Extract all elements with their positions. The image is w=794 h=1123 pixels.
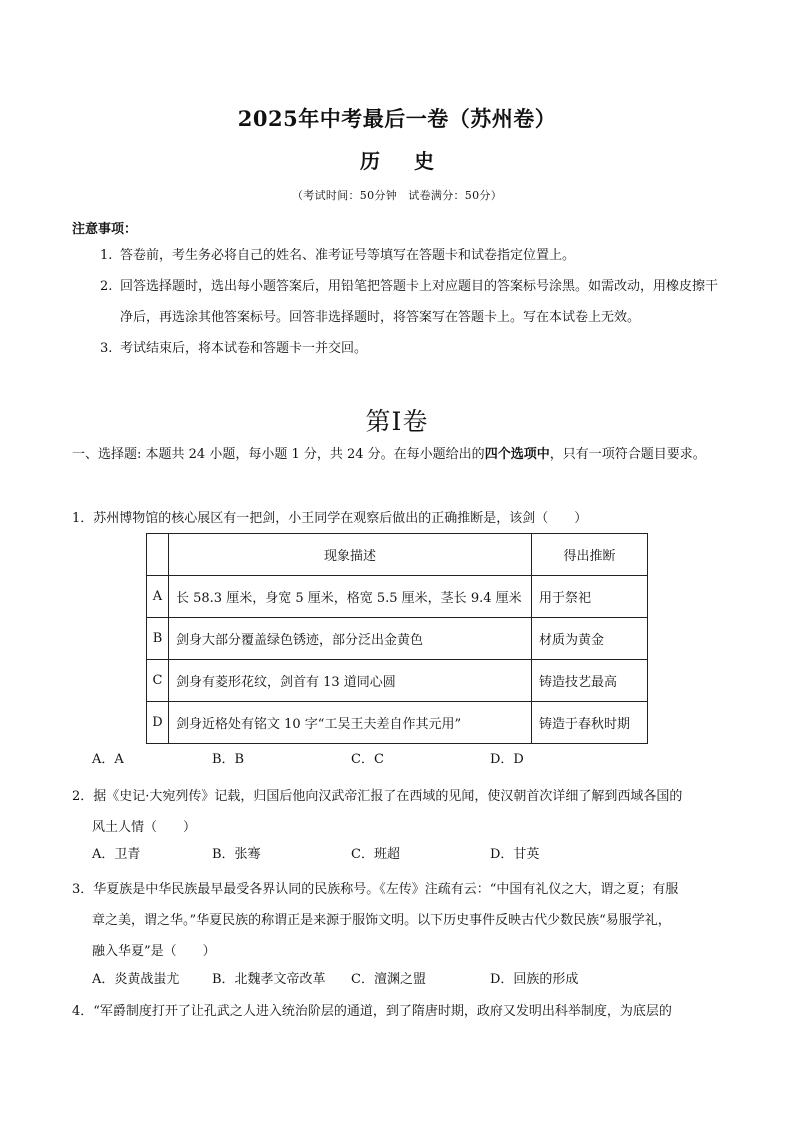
notice-list	[100, 240, 725, 364]
exam-title: 2025年中考最后一卷（苏州卷）	[237, 106, 557, 131]
table-header-cell: 得出推断	[532, 534, 648, 576]
question-2-options	[92, 845, 539, 865]
section-text-b: ，只有一项符合题目要求。	[549, 447, 706, 462]
table-header-cell: 现象描述	[169, 534, 532, 576]
option-c[interactable]: C．C	[351, 752, 384, 767]
notice-item-text: 考试结束后，将本试卷和答题卡一并交回。	[120, 341, 368, 356]
table-row	[147, 702, 648, 744]
row-description: 剑身近格处有铭文 10 字“工吴王夫差自作其元用”	[169, 702, 532, 744]
notice-item-text: 答卷前，考生务必将自己的姓名、准考证号等填写在答题卡和试卷指定位置上。	[120, 248, 576, 263]
notice-item	[100, 240, 725, 271]
table-header-cell	[147, 534, 169, 576]
volume-title: 第Ⅰ卷	[365, 407, 429, 436]
row-inference: 材质为黄金	[532, 618, 648, 660]
stem-line: 风土人情（ ）	[92, 820, 197, 835]
option-c[interactable]: C．澶渊之盟	[351, 972, 426, 987]
row-inference: 用于祭祀	[532, 576, 648, 618]
option-a[interactable]: A．卫青	[92, 847, 141, 862]
row-letter: D	[147, 702, 169, 744]
section-prefix: 一、选择题	[72, 447, 138, 462]
notice-item-number: 3.	[100, 341, 113, 356]
section-text-a: : 本题共 24 小题，每小题 1 分，共 24 分。在每小题给出的	[137, 447, 485, 462]
section-instructions	[72, 440, 726, 469]
row-inference: 铸造于春秋时期	[532, 702, 648, 744]
question-1-stem: 1．苏州博物馆的核心展区有一把剑，小王同学在观察后做出的正确推断是，该剑（ ）	[72, 511, 588, 526]
subject-title: 历史	[360, 149, 468, 173]
question-4-stem	[72, 996, 726, 1027]
notice-item	[100, 271, 725, 333]
notice-item-text: 回答选择题时，选出每小题答案后，用铅笔把答题卡上对应题目的答案标号涂黑。如需改动，用橡皮擦干净后，再选涂其他答案标号。回答非选择题时，将答案写在答题卡上。写在本试卷上无效。	[120, 279, 719, 325]
table-row	[147, 618, 648, 660]
table-row	[147, 576, 648, 618]
option-a[interactable]: A．A	[92, 752, 124, 767]
notice-item-number: 1.	[100, 248, 113, 263]
stem-line: 章之美，谓之华。”华夏民族的称谓正是来源于服饰文明。以下历史事件反映古代少数民族“易服学礼，	[92, 913, 671, 928]
notice-item-number: 2.	[100, 279, 113, 294]
option-d[interactable]: D．回族的形成	[490, 972, 579, 987]
option-b[interactable]: B．张骞	[212, 847, 261, 862]
option-d[interactable]: D．甘英	[490, 847, 540, 862]
question-1-table	[146, 533, 648, 744]
section-four-options: 四个选项中	[484, 447, 550, 462]
row-letter: A	[147, 576, 169, 618]
option-a[interactable]: A．炎黄战蚩尤	[92, 972, 180, 987]
question-1-options	[92, 750, 524, 770]
option-c[interactable]: C．班超	[351, 847, 400, 862]
option-b[interactable]: B．北魏孝文帝改革	[212, 972, 326, 987]
stem-line: 4．“军爵制度打开了让孔武之人进入统治阶层的通道，到了隋唐时期，政府又发明出科举制度，为底层的	[72, 1004, 672, 1019]
row-description: 剑身大部分覆盖绿色锈迹，部分泛出金黄色	[169, 618, 532, 660]
row-description: 剑身有菱形花纹，剑首有 13 道同心圆	[169, 660, 532, 702]
row-inference: 铸造技艺最高	[532, 660, 648, 702]
notice-item	[100, 333, 725, 364]
exam-info: （考试时间：50分钟 试卷满分：50分）	[292, 189, 502, 202]
table-row	[147, 660, 648, 702]
question-3-options	[92, 970, 578, 990]
table-header-row	[147, 534, 648, 576]
row-letter: C	[147, 660, 169, 702]
row-letter: B	[147, 618, 169, 660]
stem-line: 融入华夏”是（ ）	[92, 944, 216, 959]
option-d[interactable]: D．D	[490, 752, 524, 767]
question-2-stem	[72, 781, 726, 843]
option-b[interactable]: B．B	[212, 752, 245, 767]
stem-line: 2．据《史记·大宛列传》记载，归国后他向汉武帝汇报了在西域的见闻，使汉朝首次详细了解到西域各国的	[72, 789, 683, 804]
stem-line: 3．华夏族是中华民族最早最受各界认同的民族称号。《左传》注疏有云：“中国有礼仪之大，谓之夏；有服	[72, 882, 679, 897]
row-description: 长 58.3 厘米，身宽 5 厘米，格宽 5.5 厘米，茎长 9.4 厘米	[169, 576, 532, 618]
notice-heading: 注意事项：	[72, 222, 138, 237]
question-3-stem	[72, 874, 726, 967]
